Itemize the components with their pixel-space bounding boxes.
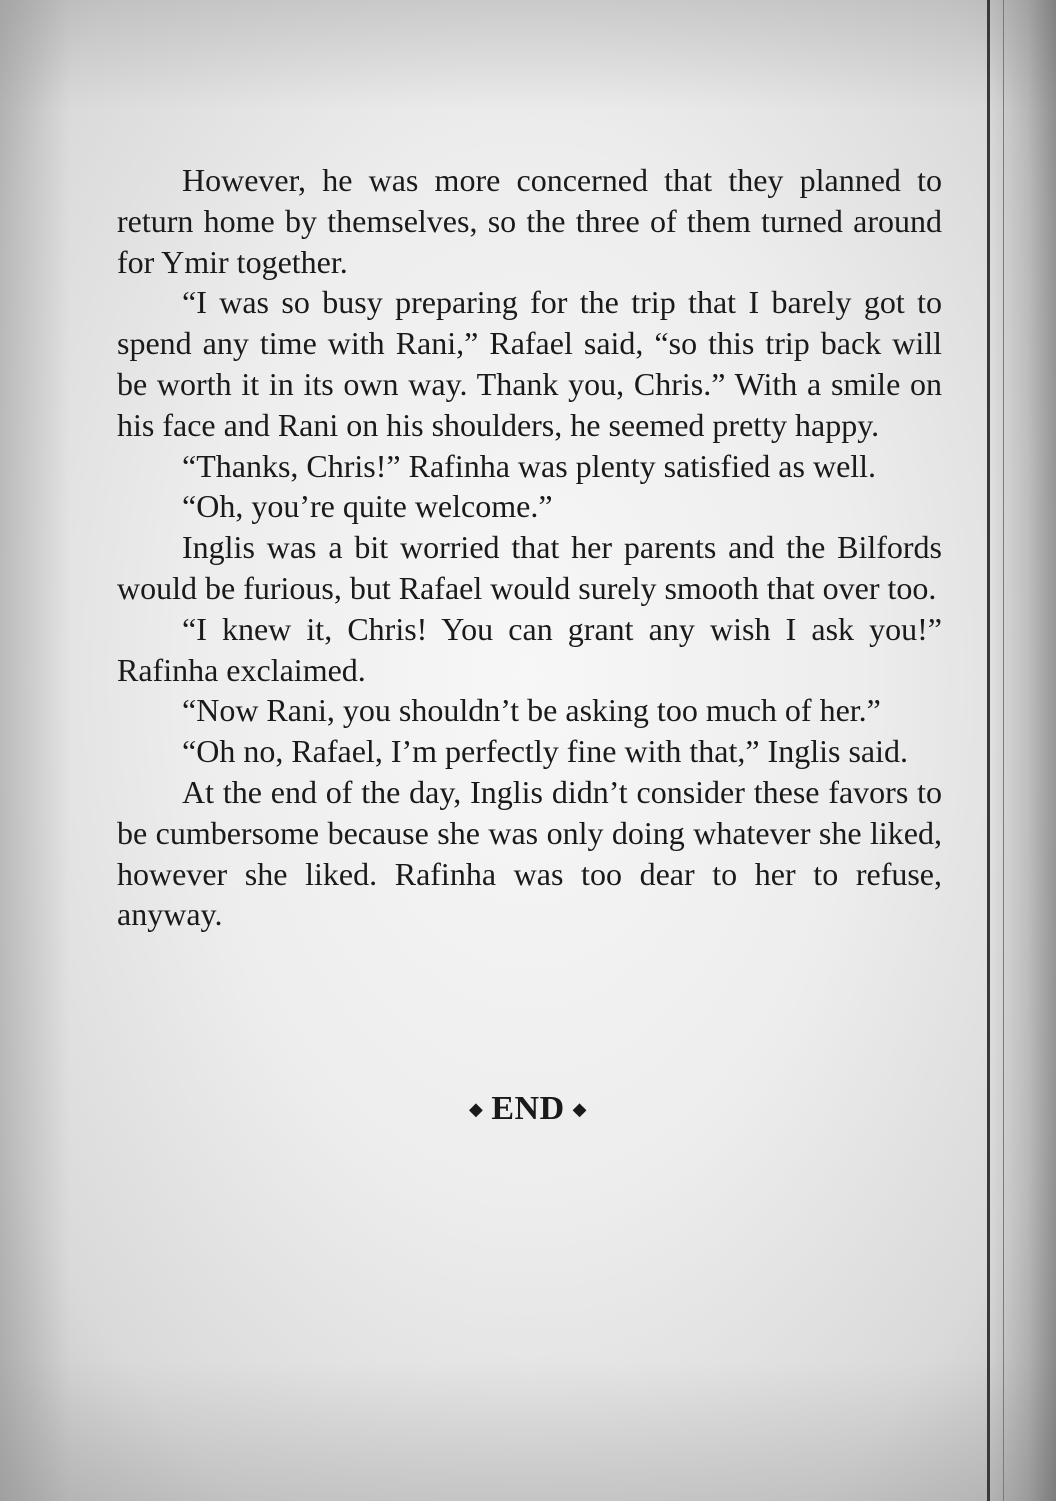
body-text <box>117 160 942 935</box>
page-edge-shadow-top <box>0 0 1056 110</box>
diamond-icon: ◆ <box>469 1099 484 1119</box>
page-edge-shadow-left <box>0 0 70 1501</box>
book-spine-line-secondary <box>1003 0 1004 1501</box>
paragraph: “Thanks, Chris!” Rafinha was plenty satisfied as well. <box>182 447 877 484</box>
diamond-icon: ◆ <box>572 1099 587 1119</box>
paragraph: “Now Rani, you shouldn’t be asking too much of her.” <box>182 692 881 729</box>
end-marker <box>0 1090 1056 1128</box>
paragraph: “I knew it, Chris! You can grant any wish I ask you!” Rafinha exclaimed. <box>117 610 942 688</box>
paragraph: Inglis was a bit worried that her parents and the Bilfords would be furious, but Rafael would surely smooth that over too. <box>117 529 942 606</box>
paragraph: “Oh, you’re quite welcome.” <box>182 488 553 525</box>
paragraph: “I was so busy preparing for the trip that I barely got to spend any time with Rani,” Rafael said, “so this trip back will be worth it in its own way. Thank you, Chris.” With a smile on his face and Rani on his shoulders, he seemed pretty happy. <box>117 284 942 443</box>
paragraph: “Oh no, Rafael, I’m perfectly fine with that,” Inglis said. <box>182 733 908 770</box>
page-edge-shadow-bottom <box>0 1361 1056 1501</box>
book-spine-shadow <box>986 0 1056 1501</box>
paragraph: At the end of the day, Inglis didn’t consider these favors to be cumbersome because she was only doing whatever she liked, however she liked. Rafinha was too dear to her to refuse, anyway. <box>117 773 942 933</box>
paragraph: However, he was more concerned that they planned to return home by themselves, so the three of them turned around for Ymir together. <box>117 162 942 280</box>
book-spine-line <box>987 0 990 1501</box>
end-label: END <box>491 1090 565 1127</box>
